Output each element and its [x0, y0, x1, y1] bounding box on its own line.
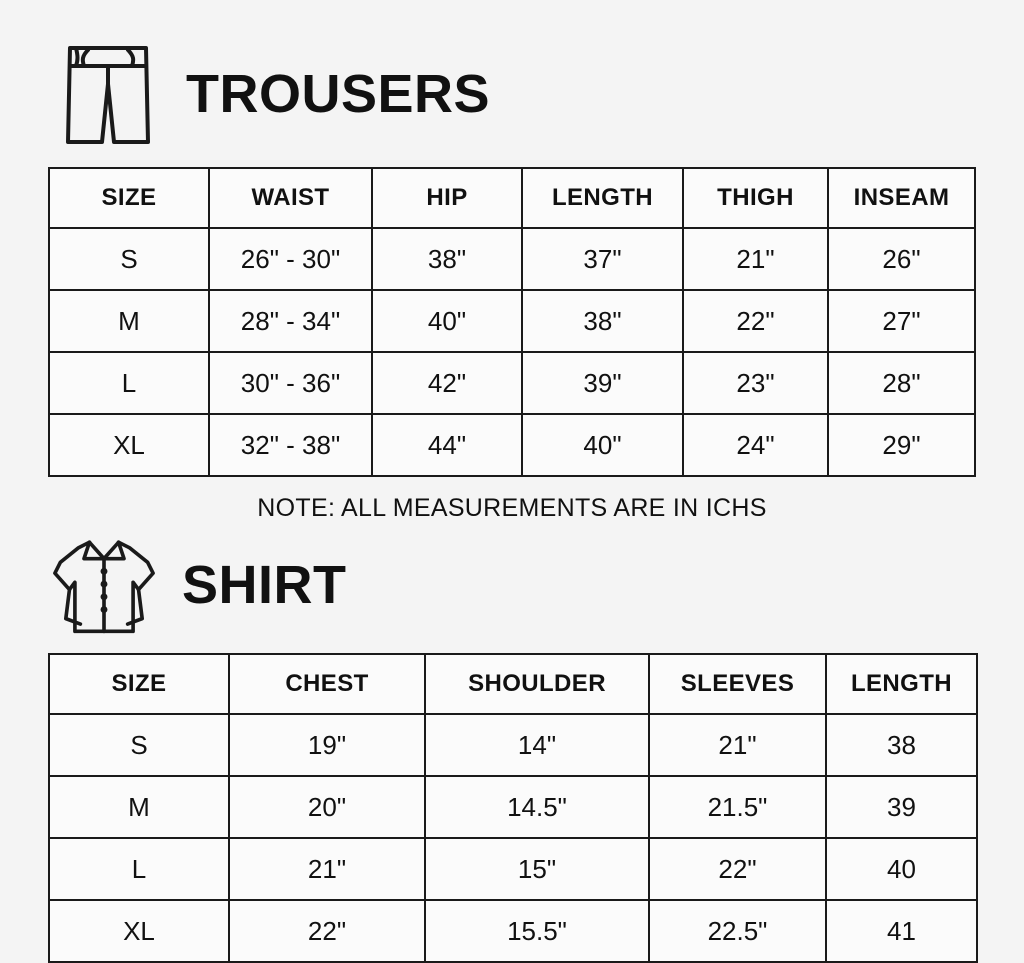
table-row: [49, 838, 977, 900]
table-cell: M: [49, 290, 209, 352]
table-cell: 21.5": [649, 776, 826, 838]
table-cell: 40": [522, 414, 683, 476]
table-cell: 24": [683, 414, 828, 476]
table-cell: 40": [372, 290, 522, 352]
shirt-title: SHIRT: [182, 554, 347, 615]
table-cell: 22": [683, 290, 828, 352]
table-row: [49, 776, 977, 838]
table-cell: 26" - 30": [209, 228, 372, 290]
trousers-title: TROUSERS: [186, 64, 491, 124]
table-cell: 27": [828, 290, 975, 352]
shirt-size-table: [48, 653, 978, 963]
table-cell: L: [49, 838, 229, 900]
table-header-row: [49, 168, 975, 228]
trousers-size-table: [48, 167, 976, 477]
measurement-note: NOTE: ALL MEASUREMENTS ARE IN ICHS: [257, 494, 767, 522]
table-row: [49, 290, 975, 352]
table-cell: 21": [229, 838, 425, 900]
table-cell: 28" - 34": [209, 290, 372, 352]
table-cell: M: [49, 776, 229, 838]
column-header: LENGTH: [522, 168, 683, 228]
table-cell: L: [49, 352, 209, 414]
table-cell: 26": [828, 228, 975, 290]
table-cell: 41: [826, 900, 977, 962]
table-cell: 20": [229, 776, 425, 838]
table-cell: 29": [828, 414, 975, 476]
table-cell: 38: [826, 714, 977, 776]
column-header: INSEAM: [828, 168, 975, 228]
table-cell: 30" - 36": [209, 352, 372, 414]
table-cell: XL: [49, 414, 209, 476]
table-cell: 40: [826, 838, 977, 900]
table-cell: 42": [372, 352, 522, 414]
table-row: [49, 414, 975, 476]
column-header: THIGH: [683, 168, 828, 228]
shirt-icon: [44, 526, 164, 644]
table-row: [49, 228, 975, 290]
table-cell: 21": [683, 228, 828, 290]
table-cell: 22": [229, 900, 425, 962]
table-cell: 15.5": [425, 900, 649, 962]
table-cell: 15": [425, 838, 649, 900]
table-cell: 23": [683, 352, 828, 414]
table-cell: 44": [372, 414, 522, 476]
table-cell: 39": [522, 352, 683, 414]
table-cell: 14.5": [425, 776, 649, 838]
table-cell: 32" - 38": [209, 414, 372, 476]
table-row: [49, 900, 977, 962]
shirt-section-header: [44, 522, 347, 647]
column-header: SHOULDER: [425, 654, 649, 714]
table-cell: 21": [649, 714, 826, 776]
table-cell: XL: [49, 900, 229, 962]
column-header: HIP: [372, 168, 522, 228]
table-cell: 28": [828, 352, 975, 414]
table-cell: 37": [522, 228, 683, 290]
table-cell: 39: [826, 776, 977, 838]
column-header: SIZE: [49, 168, 209, 228]
table-cell: 22": [649, 838, 826, 900]
table-cell: 14": [425, 714, 649, 776]
column-header: LENGTH: [826, 654, 977, 714]
column-header: SIZE: [49, 654, 229, 714]
table-cell: 38": [522, 290, 683, 352]
table-cell: 22.5": [649, 900, 826, 962]
column-header: WAIST: [209, 168, 372, 228]
table-row: [49, 352, 975, 414]
table-cell: 19": [229, 714, 425, 776]
trousers-section-header: [48, 36, 490, 152]
column-header: CHEST: [229, 654, 425, 714]
table-cell: 38": [372, 228, 522, 290]
table-cell: S: [49, 714, 229, 776]
table-cell: S: [49, 228, 209, 290]
table-header-row: [49, 654, 977, 714]
trousers-icon: [48, 38, 168, 150]
table-row: [49, 714, 977, 776]
column-header: SLEEVES: [649, 654, 826, 714]
